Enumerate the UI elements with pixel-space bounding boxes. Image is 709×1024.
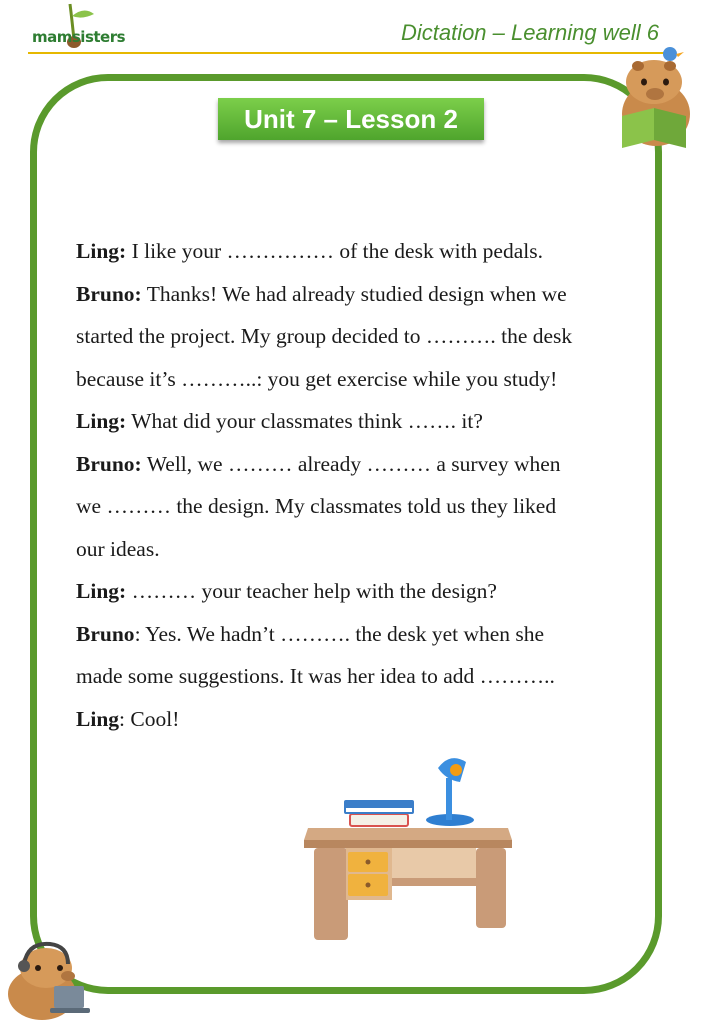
dialogue-line	[76, 400, 646, 443]
line-text: What did your classmates think ……. it?	[126, 409, 483, 433]
line-text: our ideas.	[76, 536, 160, 561]
line-text: Thanks! We had already studied design when we	[141, 281, 567, 306]
speaker: Bruno	[76, 621, 135, 646]
dialogue	[76, 230, 646, 740]
dialogue-line	[76, 655, 646, 698]
line-text: Well, we ……… already ……… a survey when	[141, 451, 561, 476]
dialogue-line	[76, 613, 646, 656]
speaker: Ling:	[76, 239, 127, 263]
header-title: Dictation – Learning well 6	[400, 20, 659, 45]
logo	[28, 0, 128, 56]
desk-illustration	[300, 748, 520, 948]
line-text: I like your …………… of the desk with pedals.	[126, 239, 543, 263]
line-text: because it’s ………..: you get exercise while you study!	[76, 366, 558, 391]
header-divider	[28, 52, 668, 54]
dialogue-line	[76, 570, 646, 613]
line-text: ……… your teacher help with the design?	[126, 579, 497, 603]
dialogue-line	[76, 315, 646, 358]
line-text: : Cool!	[119, 706, 180, 731]
lesson-banner	[218, 98, 484, 140]
capybara-laptop-icon	[2, 938, 94, 1022]
line-text: started the project. My group decided to ………. the desk	[76, 324, 573, 348]
line-text: we ……… the design. My classmates told us they liked	[76, 494, 557, 518]
dialogue-line	[76, 528, 646, 571]
logo-text: mamsisters	[32, 28, 126, 46]
speaker: Bruno:	[76, 451, 142, 476]
speaker: Ling:	[76, 579, 127, 603]
dialogue-line	[76, 443, 646, 486]
lesson-title: Unit 7 – Lesson 2	[244, 103, 458, 134]
dialogue-line	[76, 698, 646, 741]
speaker: Ling	[76, 706, 120, 731]
dialogue-line	[76, 230, 646, 273]
speaker: Bruno:	[76, 281, 142, 306]
line-text: made some suggestions. It was her idea to add ………..	[76, 664, 555, 688]
capybara-reading-icon	[608, 44, 698, 154]
dialogue-line	[76, 485, 646, 528]
dialogue-line	[76, 273, 646, 316]
line-text: : Yes. We hadn’t ………. the desk yet when she	[134, 621, 545, 646]
speaker: Ling:	[76, 409, 127, 433]
dialogue-line	[76, 358, 646, 401]
